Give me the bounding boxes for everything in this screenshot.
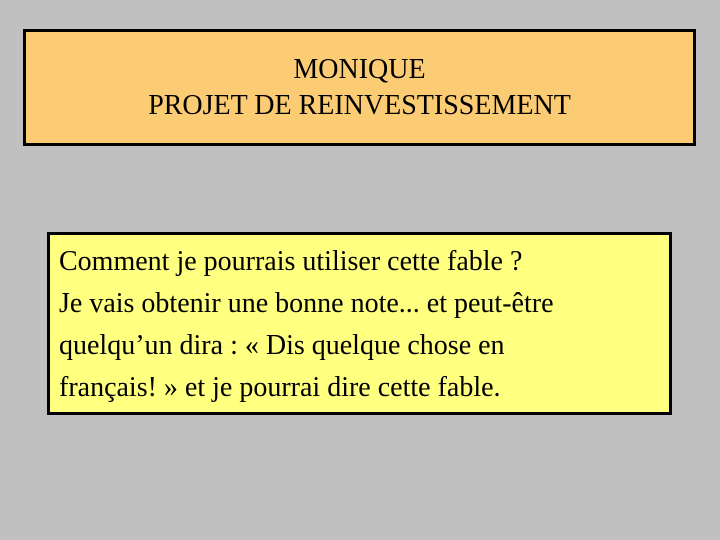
- body-line-4: français! » et je pourrai dire cette fable.: [59, 372, 501, 403]
- body-text-box: [47, 232, 672, 415]
- title-name: MONIQUE: [293, 53, 426, 85]
- body-line-1: Comment je pourrais utiliser cette fable ?: [59, 246, 523, 277]
- body-line-2: Je vais obtenir une bonne note... et peut-être: [59, 288, 554, 319]
- body-line-3: quelqu’un dira : « Dis quelque chose en: [59, 330, 505, 361]
- title-project: PROJET DE REINVESTISSEMENT: [148, 89, 571, 121]
- title-box: [23, 29, 696, 146]
